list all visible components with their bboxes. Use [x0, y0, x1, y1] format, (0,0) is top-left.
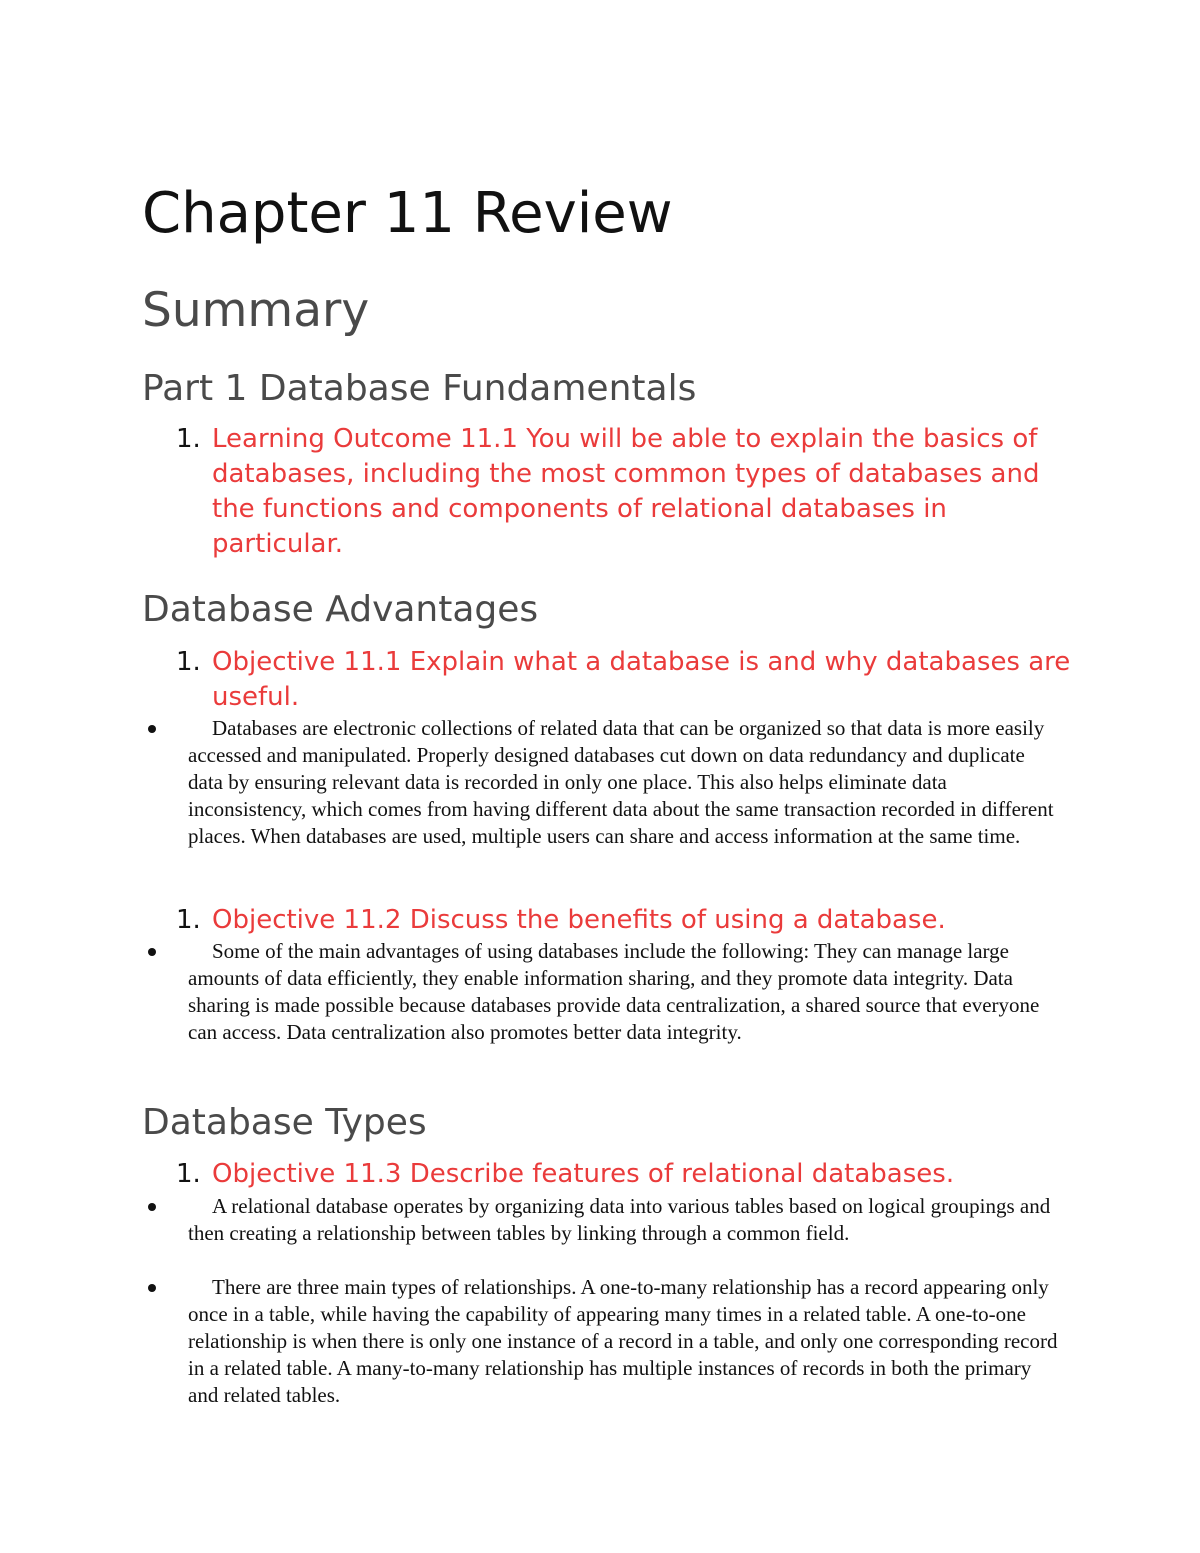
list-item-objective-11-1: [176, 645, 1076, 715]
list-number: 1.: [176, 424, 201, 454]
bullet-item: [148, 1193, 1058, 1247]
list-item-objective-11-3: [176, 1157, 1076, 1192]
learning-outcome-text: Learning Outcome 11.1 You will be able to explain the basics of databases, including the most common types of databases and the functions and components of relational databases in particular.: [212, 424, 1040, 559]
bullet-item: [148, 1274, 1058, 1409]
document-title: Chapter 11 Review: [142, 181, 673, 246]
list-item-objective-11-2: [176, 903, 1076, 938]
list-number: 1.: [176, 1159, 201, 1189]
bullet-icon: [148, 725, 156, 733]
section-heading-database-advantages: Database Advantages: [142, 589, 539, 630]
bullet-icon: [148, 1284, 156, 1292]
bullet-icon: [148, 948, 156, 956]
bullet-item: [148, 938, 1058, 1046]
bullet-item: [148, 715, 1058, 850]
list-number: 1.: [176, 905, 201, 935]
section-heading-database-fundamentals: Part 1 Database Fundamentals: [142, 368, 697, 409]
bullet-text: Some of the main advantages of using databases include the following: They can manage large amounts of data efficiently, they enable information sharing, and they promote data integrity. Data sharing is made possible because databases provide data centralization, a shared source that everyone can access. Data centralization also promotes better data integrity.: [188, 939, 1040, 1044]
summary-heading: Summary: [142, 283, 370, 338]
bullet-text: There are three main types of relationships. A one-to-many relationship has a record appearing only once in a table, while having the capability of appearing many times in a related table. A one-to-one relationship is when there is only one instance of a record in a table, and only one corresponding record in a related table. A many-to-many relationship has multiple instances of records in both the primary and related tables.: [188, 1275, 1058, 1407]
list-item-learning-outcome-11-1: [176, 422, 1076, 562]
bullet-text: A relational database operates by organizing data into various tables based on logical groupings and then creating a relationship between tables by linking through a common field.: [188, 1194, 1051, 1245]
list-number: 1.: [176, 647, 201, 677]
bullet-icon: [148, 1203, 156, 1211]
objective-text: Objective 11.3 Describe features of relational databases.: [212, 1159, 955, 1189]
objective-text: Objective 11.1 Explain what a database is and why databases are useful.: [212, 647, 1071, 712]
section-heading-database-types: Database Types: [142, 1102, 427, 1143]
bullet-text: Databases are electronic collections of related data that can be organized so that data is more easily accessed and manipulated. Properly designed databases cut down on data redundancy and duplicate data by ensuring relevant data is recorded in only one place. This also helps eliminate data inconsistency, which comes from having different data about the same transaction recorded in different places. When databases are used, multiple users can share and access information at the same time.: [188, 716, 1054, 848]
objective-text: Objective 11.2 Discuss the benefits of using a database.: [212, 905, 946, 935]
